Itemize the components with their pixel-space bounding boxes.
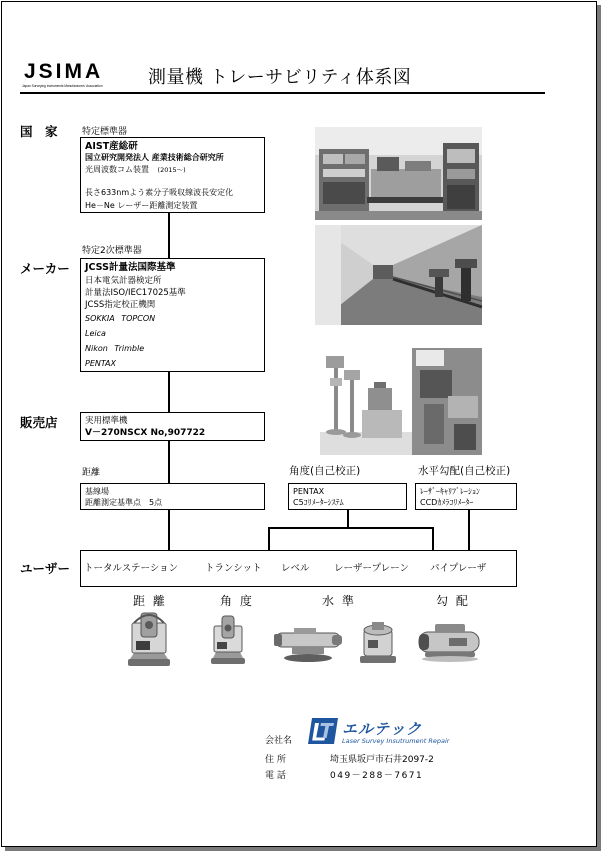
header-rule	[20, 92, 545, 94]
distance-box	[80, 483, 265, 510]
working-standard-line: V－270NSCX No,907722	[85, 428, 206, 438]
jsima-logo-caption: Japan Surveying Instruments Manufacturers' Association	[22, 84, 103, 88]
angle-box	[288, 483, 407, 510]
user-instruments-box	[80, 550, 517, 587]
category-distance: 距 離	[133, 594, 167, 608]
secondary-standard-line: 日本電気計器検定所	[85, 276, 162, 286]
connector-line	[268, 527, 434, 529]
slope-box	[415, 483, 517, 510]
total-station-image	[120, 607, 178, 669]
user-instrument-level: レベル	[281, 563, 310, 574]
eltec-logo-icon	[307, 716, 339, 746]
category-slope: 勾 配	[436, 594, 470, 608]
distance-label: 距離	[82, 468, 101, 478]
connector-line	[268, 527, 270, 550]
connector-line	[168, 441, 170, 483]
connector-line	[347, 510, 349, 527]
national-standard-box	[80, 137, 265, 213]
secondary-standard-line: JCSS計量法国際基準	[85, 262, 176, 273]
maker-name: Leica	[85, 329, 106, 338]
category-angle: 角 度	[220, 594, 254, 608]
national-standard-line: He－Ne レーザー距離測定装置	[85, 201, 198, 210]
angle-label: 角度(自己校正)	[289, 465, 361, 477]
connector-line	[168, 213, 170, 258]
photo-baseline-corridor	[315, 225, 482, 325]
category-leveling: 水 準	[322, 594, 356, 608]
secondary-standard-box	[80, 258, 265, 372]
maker-name: SOKKIA TOPCON	[85, 314, 156, 323]
slope-label: 水平勾配(自己校正)	[418, 465, 511, 477]
comb-device-note: (2015～)	[157, 166, 186, 174]
pipe-laser-image	[415, 618, 485, 663]
maker-name: Nikon Trimble	[85, 344, 145, 353]
national-standard-line: 長さ633nmよう素分子吸収線波長安定化	[85, 188, 234, 197]
page-title: 測量機 トレーサビリティ体系図	[148, 67, 412, 88]
user-instrument-transit: トランシット	[205, 563, 262, 574]
working-standard-box	[80, 412, 265, 441]
secondary-standard-line: 計量法ISO/IEC17025基準	[85, 288, 186, 298]
tier-maker-label: メーカー	[20, 261, 70, 276]
angle-line: PENTAX	[293, 487, 325, 496]
maker-name: PENTAX	[85, 359, 116, 368]
distance-line: 距離測定基準点 5点	[85, 498, 163, 507]
user-instrument-laser-plane: レーザープレーン	[334, 563, 409, 574]
jsima-logo: JSIMA	[24, 60, 104, 83]
phone-label: 電 話	[265, 771, 286, 781]
company-logo-tagline: Laser Survey Insutrument Repair	[342, 737, 450, 745]
connector-line	[432, 527, 434, 550]
national-standard-line: 国立研究開発法人 産業技術総合研究所	[85, 153, 224, 162]
connector-line	[468, 510, 470, 550]
slope-line: ﾚｰｻﾞｰｷｬﾘﾌﾞﾚｰｼｮﾝ	[420, 487, 480, 496]
national-standard-line: AIST産総研	[85, 141, 138, 152]
secondary-standard-caption: 特定2次標準器	[82, 246, 142, 256]
photo-collimator-instruments	[320, 348, 482, 455]
theodolite-image	[205, 612, 250, 667]
level-image	[270, 625, 345, 665]
tier-dealer-label: 販売店	[20, 415, 58, 430]
tier-user-label: ユーザー	[20, 561, 71, 576]
photo-laser-lab	[315, 127, 482, 220]
connector-line	[168, 510, 170, 550]
national-standard-caption: 特定標準器	[82, 127, 128, 137]
user-instrument-total-station: トータルステーション	[84, 563, 179, 574]
working-standard-line: 実用標準機	[85, 416, 128, 426]
company-name-label: 会社名	[265, 736, 293, 746]
company-address: 埼玉県坂戸市石井2097-2	[330, 755, 434, 765]
user-instrument-pipe-laser: パイプレーザ	[430, 563, 487, 574]
company-logo-name: エルテック	[342, 720, 423, 738]
national-standard-line	[85, 163, 260, 177]
laser-plane-image	[352, 620, 404, 665]
slope-line: CCDｶﾒﾗｺﾘﾒｰﾀｰ	[420, 498, 474, 507]
connector-line	[168, 372, 170, 412]
tier-national-label: 国 家	[20, 124, 58, 139]
address-label: 住 所	[265, 755, 286, 765]
angle-line: C5ｺﾘﾒｰﾀｰｼｽﾃﾑ	[293, 498, 344, 507]
secondary-standard-line: JCSS指定校正機関	[85, 300, 156, 310]
distance-line: 基線場	[85, 487, 109, 496]
company-phone: 049－288－7671	[330, 771, 424, 781]
comb-device-text: 光周波数コム装置	[85, 165, 149, 174]
